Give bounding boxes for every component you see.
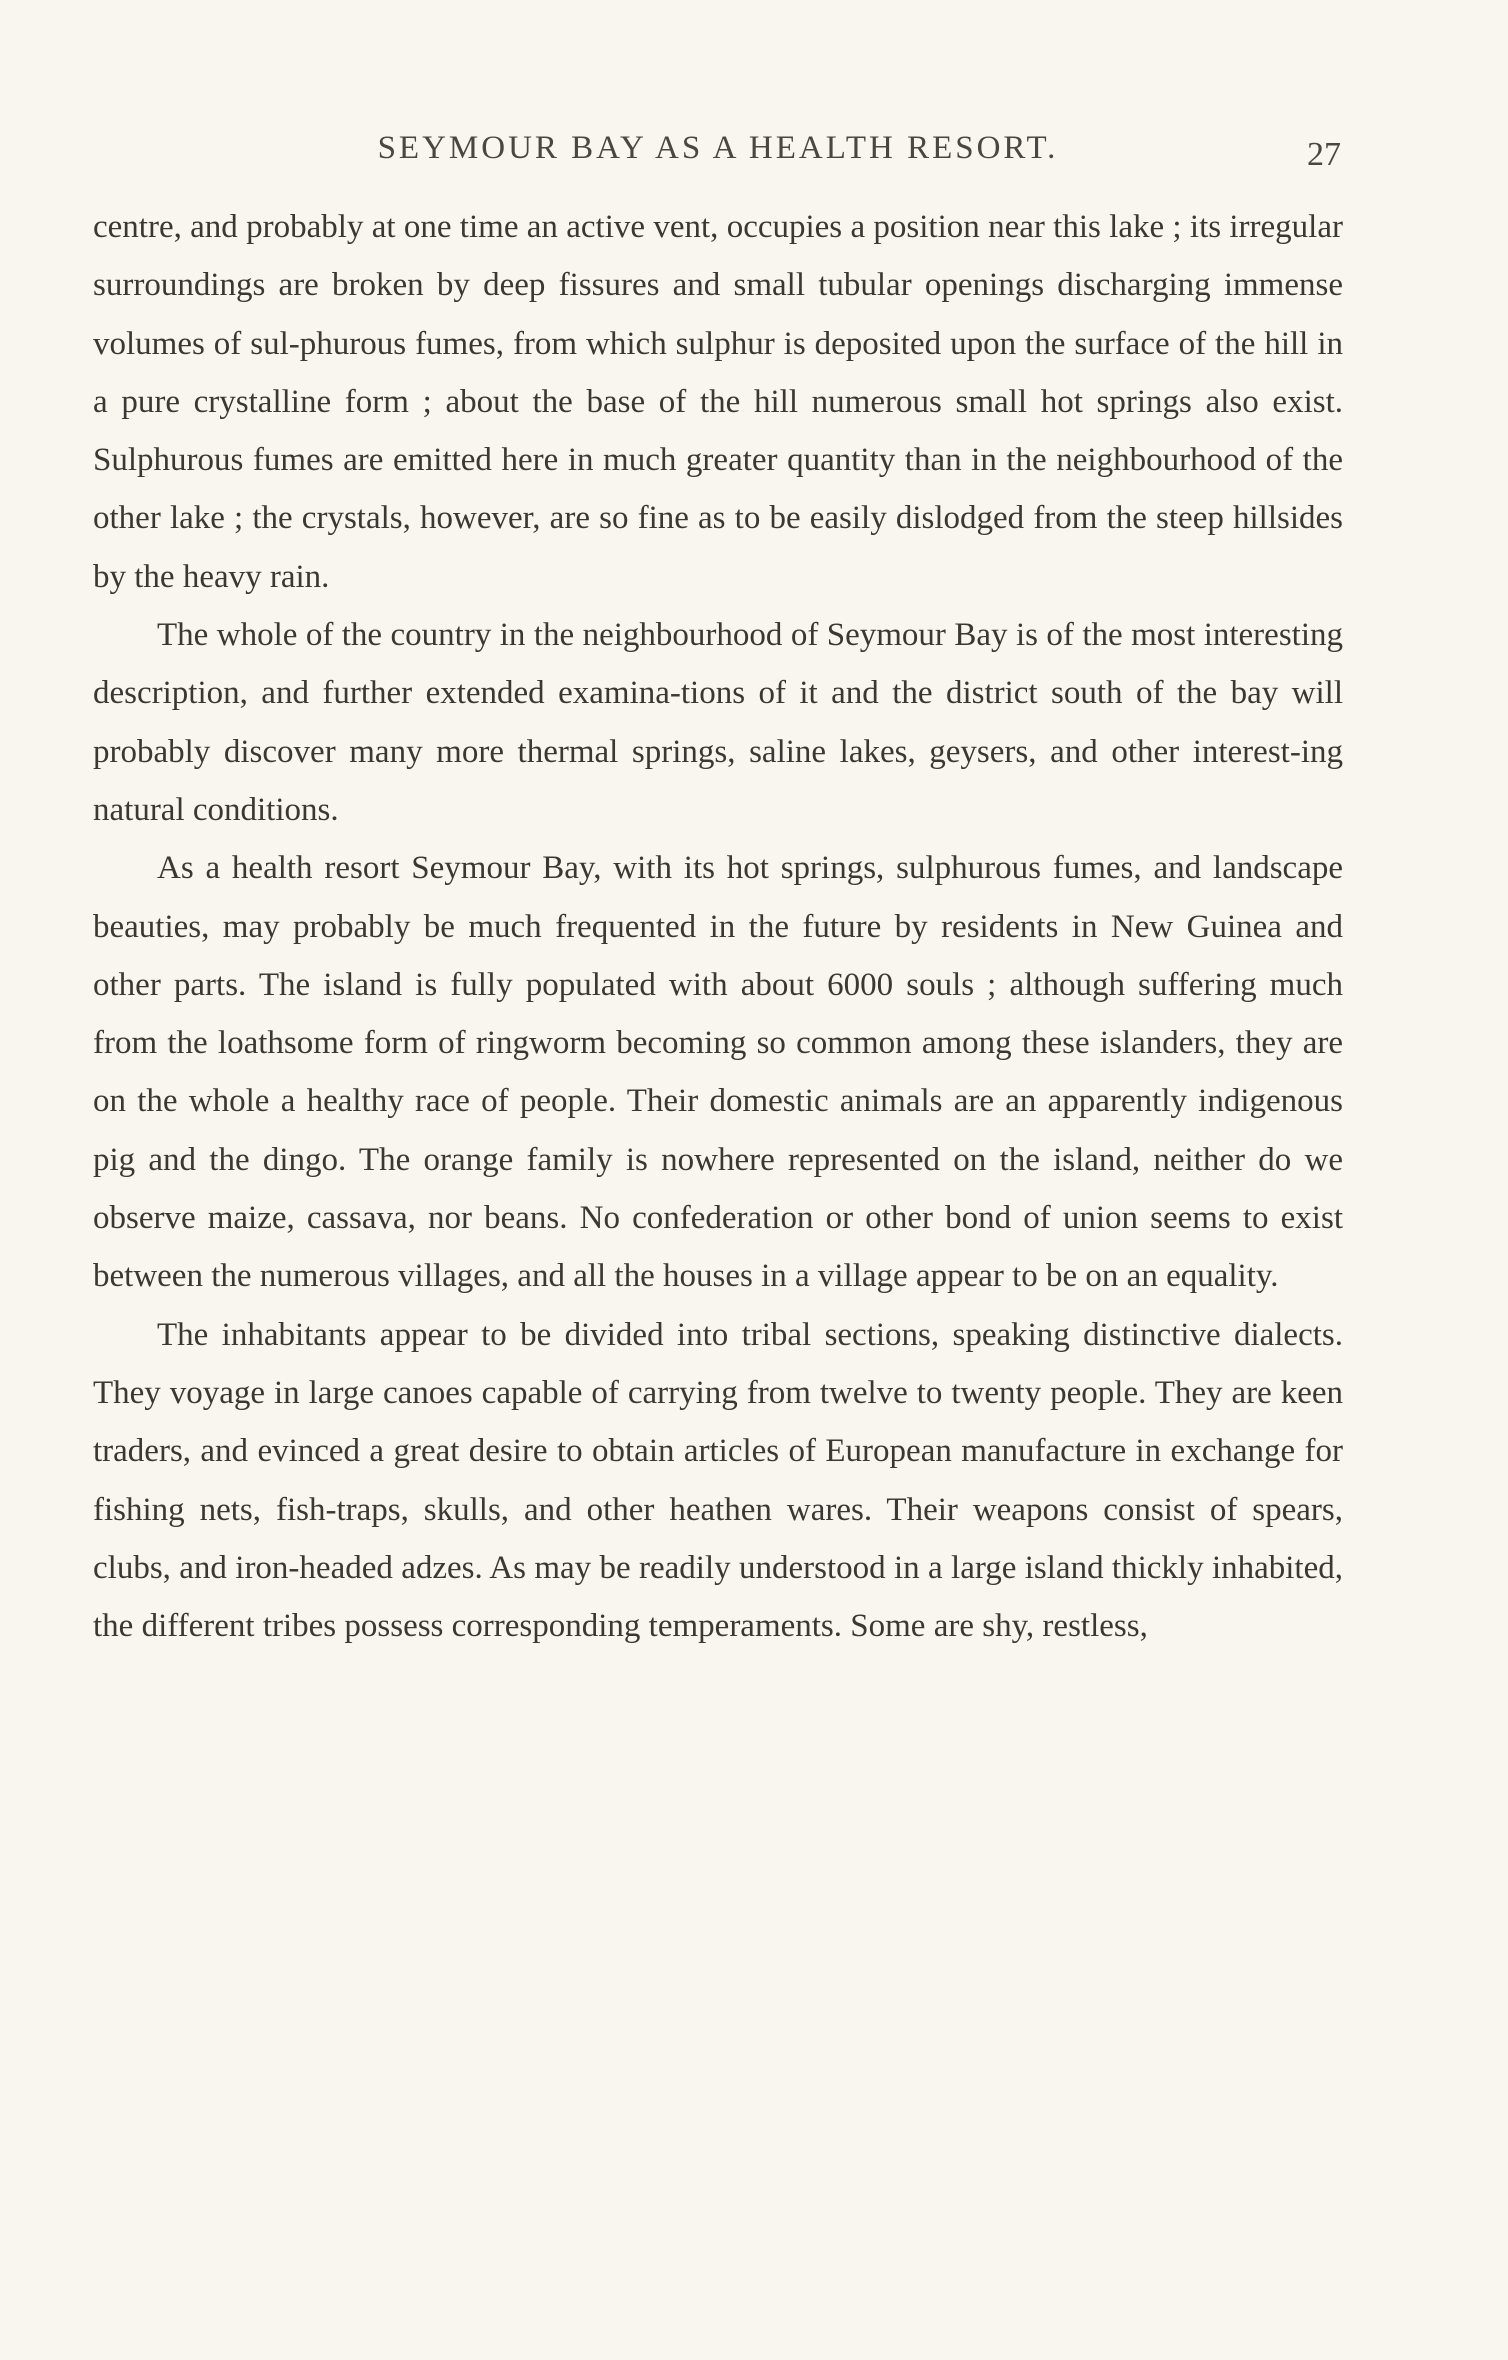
page-header: [93, 120, 1343, 180]
paragraph-4: The inhabitants appear to be divided into tribal sections, speaking distinctive dialects. They voyage in large canoes capable of carrying from twelve to twenty people. They are keen traders, and evinced a great desire to obtain articles of European manufacture in exchange for fishing nets, fish-traps, skulls, and other heathen wares. Their weapons consist of spears, clubs, and iron-headed adzes. As may be readily understood in a large island thickly inhabited, the different tribes possess corresponding temperaments. Some are shy, restless,: [93, 1316, 1343, 1645]
page-number: 27: [1307, 136, 1341, 173]
body-text: [93, 198, 1343, 1655]
paragraph-1: centre, and probably at one time an active vent, occupies a position near this lake ; its irregular surroundings are broken by deep fissures and small tubular openings discharging immense volumes of sul-phurous fumes, from which sulphur is deposited upon the surface of the hill in a pure crystalline form ; about the base of the hill numerous small hot springs also exist. Sulphurous fumes are emitted here in much greater quantity than in the neighbourhood of the other lake ; the crystals, however, are so fine as to be easily dislodged from the steep hillsides by the heavy rain.: [93, 209, 1343, 595]
running-title: SEYMOUR BAY AS A HEALTH RESORT.: [377, 130, 1059, 166]
paragraph-3: As a health resort Seymour Bay, with its hot springs, sulphurous fumes, and landscape beauties, may probably be much frequented in the future by residents in New Guinea and other parts. The island is fully populated with about 6000 souls ; although suffering much from the loathsome form of ringworm becoming so common among these islanders, they are on the whole a healthy race of people. Their domestic animals are an apparently indigenous pig and the dingo. The orange family is nowhere represented on the island, neither do we observe maize, cassava, nor beans. No confederation or other bond of union seems to exist between the numerous villages, and all the houses in a village appear to be on an equality.: [93, 850, 1343, 1295]
paragraph-2: The whole of the country in the neighbourhood of Seymour Bay is of the most interesting description, and further extended examina-tions of it and the district south of the bay will probably discover many more thermal springs, saline lakes, geysers, and other interest-ing natural conditions.: [93, 617, 1343, 828]
